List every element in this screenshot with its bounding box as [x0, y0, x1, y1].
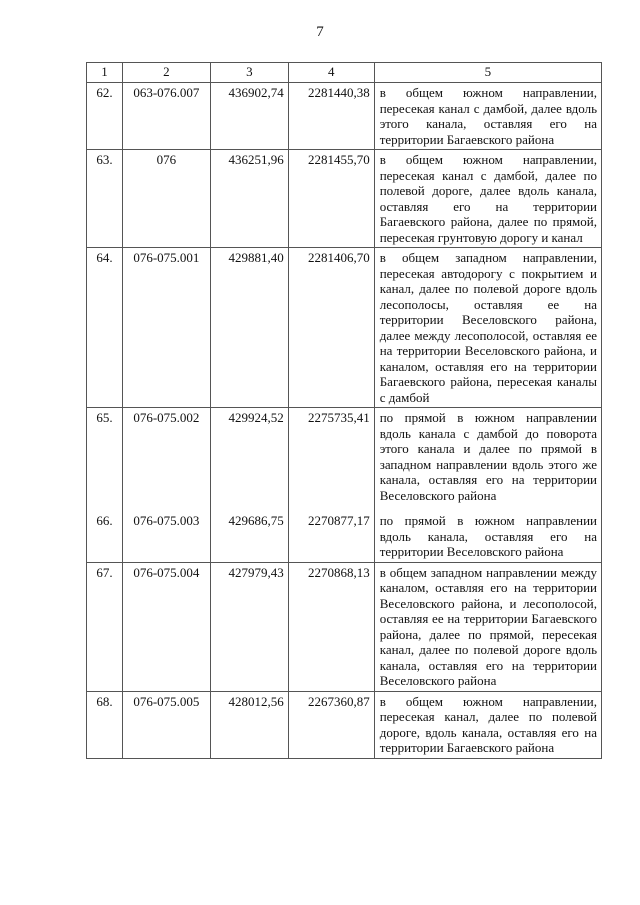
- coordinate-y: 2281440,38: [288, 83, 374, 150]
- coordinate-y: 2270868,13: [288, 562, 374, 691]
- coordinate-x: 436902,74: [210, 83, 288, 150]
- coordinate-x: 429881,40: [210, 248, 288, 408]
- table-row: [87, 83, 602, 150]
- table-row: [87, 248, 602, 408]
- coordinate-x: 428012,56: [210, 691, 288, 758]
- boundary-description: в общем южном направлении, пересекая канал, далее по полевой дороге, вдоль канала, оставляя его на территории Багаевского района: [374, 691, 601, 758]
- table-row: [87, 150, 602, 248]
- row-number: 65.: [87, 408, 123, 512]
- table-row: [87, 691, 602, 758]
- column-header-4: 4: [288, 63, 374, 83]
- row-number: 68.: [87, 691, 123, 758]
- boundary-description: по прямой в южном направлении вдоль канала с дамбой до поворота этого канала и далее по прямой в западном направлении вдоль этого же канала, оставляя его на территории Веселовского района: [374, 408, 601, 512]
- page-number: 7: [316, 24, 324, 40]
- table-row: [87, 511, 602, 562]
- coordinate-y: 2270877,17: [288, 511, 374, 562]
- boundary-description: по прямой в южном направлении вдоль канала, оставляя его на территории Веселовского района: [374, 511, 601, 562]
- row-number: 63.: [87, 150, 123, 248]
- coordinate-x: 429686,75: [210, 511, 288, 562]
- boundary-description: в общем западном направлении, пересекая автодорогу с покрытием и канал, далее по полевой дороге вдоль лесополосы, оставляя ее на территории Веселовского района, далее между лесополосой, оставляя ее на территории Веселовского района, и каналом, оставляя его на территории Багаевского района, пересекая каналы с дамбой: [374, 248, 601, 408]
- coordinate-x: 436251,96: [210, 150, 288, 248]
- point-code: 076-075.005: [122, 691, 210, 758]
- boundary-points-table: [86, 62, 602, 759]
- point-code: 076: [122, 150, 210, 248]
- header-row: [87, 63, 602, 83]
- boundary-description: в общем южном направлении, пересекая канал с дамбой, далее вдоль этого канала, оставляя его на территории Багаевского района: [374, 83, 601, 150]
- coordinate-y: 2281455,70: [288, 150, 374, 248]
- column-header-1: 1: [87, 63, 123, 83]
- column-header-3: 3: [210, 63, 288, 83]
- point-code: 076-075.004: [122, 562, 210, 691]
- table-row: [87, 408, 602, 512]
- coordinate-x: 427979,43: [210, 562, 288, 691]
- boundary-description: в общем западном направлении между каналом, оставляя его на территории Веселовского района, и лесополосой, оставляя ее на территории Багаевского района, далее по прямой, пересекая канал, далее по полевой дороге вдоль канала, оставляя его на территории Веселовского района: [374, 562, 601, 691]
- point-code: 063-076.007: [122, 83, 210, 150]
- point-code: 076-075.003: [122, 511, 210, 562]
- column-header-2: 2: [122, 63, 210, 83]
- boundary-description: в общем южном направлении, пересекая канал с дамбой, далее по полевой дороге, далее вдоль канала, оставляя его на территории Багаевского района, далее по прямой, пересекая грунтовую дорогу и канал: [374, 150, 601, 248]
- coordinate-y: 2267360,87: [288, 691, 374, 758]
- row-number: 62.: [87, 83, 123, 150]
- point-code: 076-075.002: [122, 408, 210, 512]
- table-body: [87, 83, 602, 759]
- table-row: [87, 562, 602, 691]
- table-header: [87, 63, 602, 83]
- row-number: 66.: [87, 511, 123, 562]
- column-header-5: 5: [374, 63, 601, 83]
- row-number: 67.: [87, 562, 123, 691]
- coordinate-x: 429924,52: [210, 408, 288, 512]
- point-code: 076-075.001: [122, 248, 210, 408]
- row-number: 64.: [87, 248, 123, 408]
- coordinate-y: 2275735,41: [288, 408, 374, 512]
- coordinate-y: 2281406,70: [288, 248, 374, 408]
